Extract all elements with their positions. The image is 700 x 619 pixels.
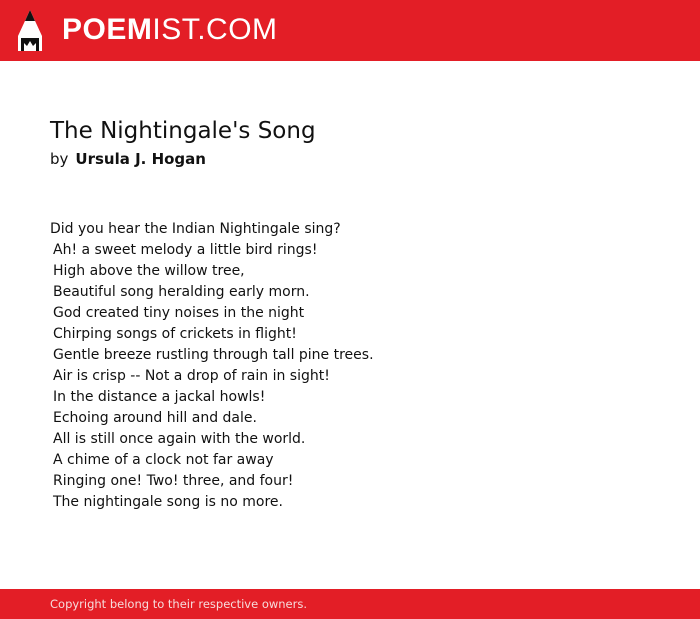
by-label: by: [50, 150, 69, 168]
poem-line: Ringing one! Two! three, and four!: [53, 473, 294, 489]
author-name[interactable]: Ursula J. Hogan: [75, 150, 206, 168]
pencil-icon[interactable]: [18, 10, 42, 51]
poem-line: Ah! a sweet melody a little bird rings!: [53, 242, 318, 258]
poem-line: Air is crisp -- Not a drop of rain in sight!: [53, 368, 330, 384]
poem-line: Echoing around hill and dale.: [53, 410, 257, 426]
copyright-text: Copyright belong to their respective owners.: [50, 597, 308, 611]
poem-title: The Nightingale's Song: [50, 118, 316, 144]
poem-line: Gentle breeze rustling through tall pine trees.: [53, 347, 374, 363]
site-footer: [0, 589, 700, 619]
site-logo[interactable]: [62, 13, 278, 47]
poem-line: Chirping songs of crickets in flight!: [53, 326, 297, 342]
poem-body: [50, 219, 650, 513]
poem-line: God created tiny noises in the night: [53, 305, 305, 321]
poem-line: Did you hear the Indian Nightingale sing?: [50, 221, 341, 237]
logo-text-bold: POEM: [62, 13, 153, 46]
poem-line: In the distance a jackal howls!: [53, 389, 266, 405]
poem-line: High above the willow tree,: [53, 263, 245, 279]
poem-line: Beautiful song heralding early morn.: [53, 284, 310, 300]
logo-text-light: IST.COM: [152, 13, 278, 46]
site-header: [0, 0, 700, 61]
poem-line: All is still once again with the world.: [53, 431, 306, 447]
poem-line: A chime of a clock not far away: [53, 452, 274, 468]
poem-line: The nightingale song is no more.: [53, 494, 283, 510]
byline: [50, 149, 206, 169]
